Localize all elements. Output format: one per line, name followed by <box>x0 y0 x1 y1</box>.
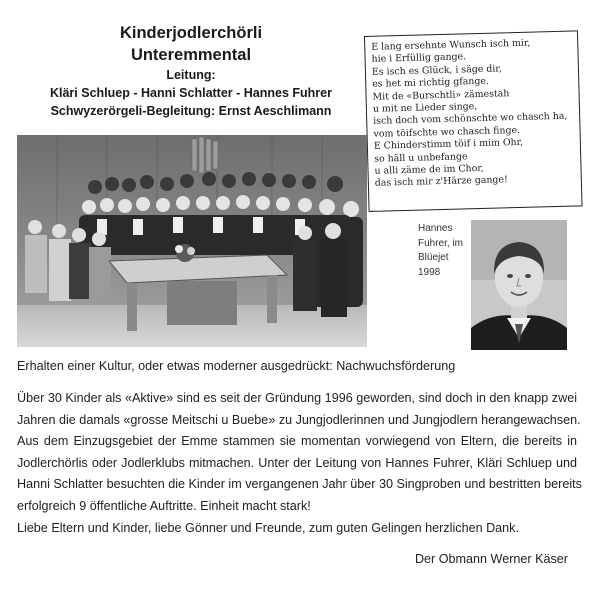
leitung-label: Leitung: <box>166 68 216 82</box>
caption-line: Fuhrer, im <box>418 237 464 249</box>
caption-line: Blüejet <box>418 252 449 263</box>
body-line: Über 30 Kinder als «Aktive» sind es seit der Gründung 1996 geworden, sind doch in den knapp zwei <box>17 391 577 405</box>
poem-line: u mit ne Lieder singe, <box>372 101 478 115</box>
body-line: Jahren die damals «grosse Meitschi u Buebe» zu Jungjodlerinnen und Jungjodlern herangewachsen. <box>17 412 581 427</box>
portrait-caption <box>418 222 466 280</box>
body-line: erfolgreich 9 öffentliche Auftritte. Einheit macht stark! <box>17 498 311 513</box>
header-block <box>16 22 366 120</box>
poem-line: isch doch vom schönschte wo chasch ha, <box>373 111 568 128</box>
signature-line: Der Obmann Werner Käser <box>414 552 568 566</box>
section-headline: Erhalten einer Kultur, oder etwas moderner ausgedrückt: Nachwuchsförderung <box>17 359 456 373</box>
body-line: Hanni Schlatter besuchten die Kinder im vergangenen Jahr über 30 Singproben und bestritten bereits <box>17 477 582 492</box>
choir-group-photo <box>17 135 367 347</box>
article-body <box>17 388 582 539</box>
poem-line: u alli zäme de im Chor, <box>374 162 484 177</box>
body-line: Jodlerchörlis oder Jodlerklubs mitmachen. Unter der Leitung von Hannes Fuhrer, Kläri Schluep und <box>17 455 577 470</box>
poem-line: E lang ersehnte Wunsch isch mir, <box>371 37 531 53</box>
poem-line: hie i Erfüllig gange. <box>371 51 467 66</box>
poem-line: so häll u unbefange <box>374 150 468 165</box>
choir-name: Kinderjodlerchörli <box>119 24 263 42</box>
choir-region: Unteremmental <box>130 46 252 64</box>
portrait-photo <box>471 220 567 350</box>
poem-line: vom töifschte wo chasch finge. <box>373 124 521 140</box>
body-line: Liebe Eltern und Kinder, liebe Gönner und Freunde, zum guten Gelingen herzlichen Dank. <box>17 520 519 535</box>
poem-line: E Chinderstimm töif i mim Ohr, <box>373 137 524 153</box>
poem-line: es het mi richtig gfange. <box>372 75 490 91</box>
accompaniment-line: Schwyzerörgeli-Begleitung: Ernst Aeschlimann <box>50 104 332 118</box>
leaders-names: Kläri Schluep - Hanni Schlatter - Hannes Fuhrer <box>49 86 332 100</box>
poem-line: Mit de «Burschtli» zämestah <box>372 87 510 103</box>
caption-line: Hannes <box>418 223 453 234</box>
caption-line: 1998 <box>418 266 441 278</box>
body-line: Aus dem Einzugsgebiet der Emme stammen sie momentan vorwiegend von Eltern, die bereits in <box>17 434 577 449</box>
poem-line: das isch mir z'Härze gange! <box>374 174 508 190</box>
poem-line: Es isch es Glück, i säge dir, <box>371 63 502 78</box>
poem-box <box>364 30 583 212</box>
